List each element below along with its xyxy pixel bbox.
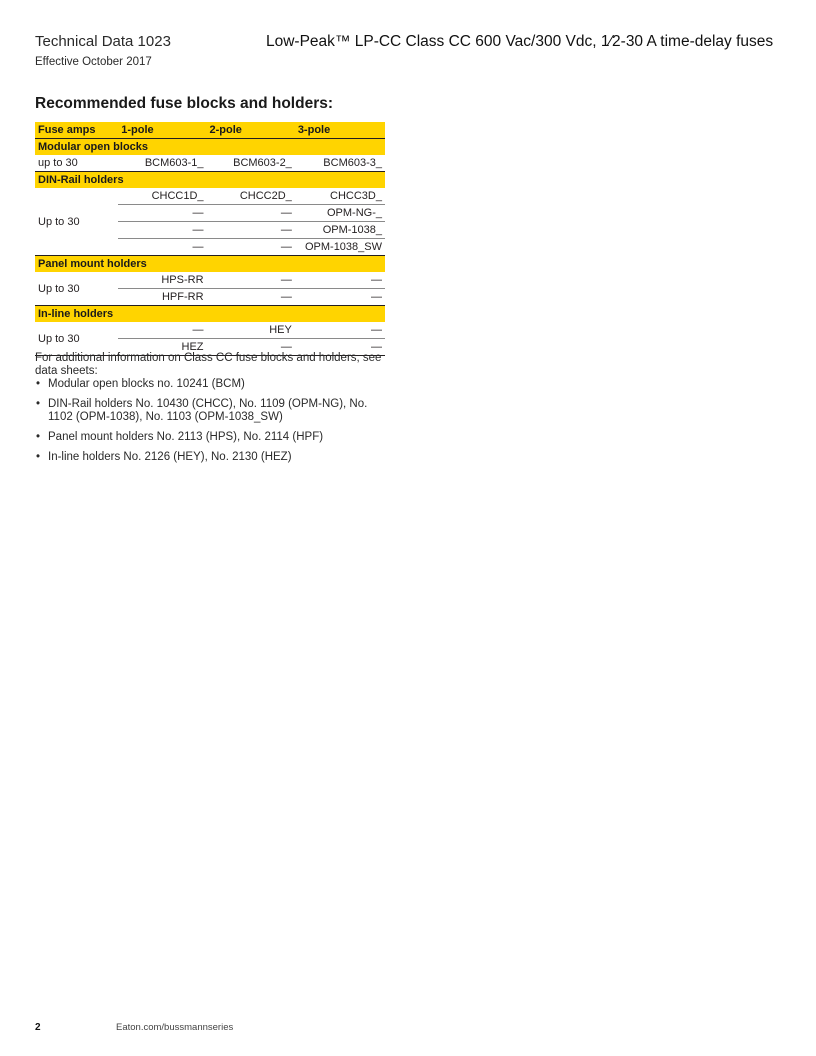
- list-item-text: In-line holders No. 2126 (HEY), No. 2130 (HEZ): [48, 451, 292, 463]
- table-cell: CHCC3D_: [295, 188, 385, 205]
- table-cell: BCM603-1_: [118, 155, 206, 172]
- doc-title: Technical Data 1023: [35, 33, 171, 50]
- amps-cell: Up to 30: [35, 322, 118, 356]
- bullet-icon: •: [36, 378, 41, 390]
- list-item: [35, 431, 391, 444]
- table-cell: —: [207, 289, 295, 306]
- table-cell: BCM603-2_: [207, 155, 295, 172]
- notes-intro: For additional information on Class CC fuse blocks and holders, see data sheets:: [35, 352, 382, 377]
- group-header-row: [35, 256, 385, 273]
- list-item: [35, 398, 391, 424]
- table-cell: HPF-RR: [118, 289, 206, 306]
- list-item: [35, 451, 391, 464]
- list-item: [35, 378, 391, 391]
- bullet-icon: •: [36, 431, 41, 443]
- section-heading: Recommended fuse blocks and holders:: [35, 95, 334, 112]
- table-cell: OPM-1038_: [295, 222, 385, 239]
- group-header-row: [35, 306, 385, 323]
- table-cell: —: [295, 289, 385, 306]
- table-row: [35, 155, 385, 172]
- table-row: [35, 322, 385, 339]
- group-title: Modular open blocks: [35, 139, 385, 156]
- amps-cell: Up to 30: [35, 272, 118, 306]
- table-cell: —: [295, 339, 385, 356]
- table-cell: —: [207, 205, 295, 222]
- product-title: Low-Peak™ LP-CC Class CC 600 Vac/300 Vdc, 1⁄2-30 A time-delay fuses: [266, 33, 774, 50]
- amps-cell: Up to 30: [35, 188, 118, 256]
- table-cell: HEY: [207, 322, 295, 339]
- table-cell: —: [207, 222, 295, 239]
- group-header-row: [35, 172, 385, 189]
- table-cell: —: [207, 339, 295, 356]
- table-cell: —: [118, 205, 206, 222]
- group-title: DIN-Rail holders: [35, 172, 385, 189]
- group-title: In-line holders: [35, 306, 385, 323]
- table-cell: HPS-RR: [118, 272, 206, 289]
- list-item-text: Panel mount holders No. 2113 (HPS), No. 2114 (HPF): [48, 431, 324, 443]
- column-header: 1-pole: [118, 122, 206, 139]
- datasheet-list: [35, 378, 391, 464]
- bullet-icon: •: [36, 398, 41, 410]
- table-cell: CHCC1D_: [118, 188, 206, 205]
- list-item-text: Modular open blocks no. 10241 (BCM): [48, 378, 245, 390]
- amps-cell: up to 30: [35, 155, 118, 172]
- table-cell: —: [295, 272, 385, 289]
- table-cell: —: [207, 272, 295, 289]
- column-header: 2-pole: [207, 122, 295, 139]
- table-cell: OPM-1038_SW: [295, 239, 385, 256]
- fuse-blocks-table: [35, 122, 385, 356]
- bullet-icon: •: [36, 451, 41, 463]
- notes-section: [35, 352, 391, 471]
- table-cell: —: [118, 239, 206, 256]
- table-cell: CHCC2D_: [207, 188, 295, 205]
- table-cell: —: [207, 239, 295, 256]
- table-row: [35, 188, 385, 205]
- table-cell: HEZ: [118, 339, 206, 356]
- effective-date: Effective October 2017: [35, 56, 152, 68]
- table-cell: —: [295, 322, 385, 339]
- table-cell: —: [118, 222, 206, 239]
- column-header: 3-pole: [295, 122, 385, 139]
- list-item-text: DIN-Rail holders No. 10430 (CHCC), No. 1109 (OPM-NG), No. 1102 (OPM-1038), No. 1103 (OPM-1038_SW): [48, 398, 368, 423]
- group-title: Panel mount holders: [35, 256, 385, 273]
- group-header-row: [35, 139, 385, 156]
- table-header-row: [35, 122, 385, 139]
- footer-url: Eaton.com/bussmannseries: [116, 1022, 234, 1033]
- table-cell: —: [118, 322, 206, 339]
- page-number: 2: [35, 1022, 41, 1033]
- table-cell: BCM603-3_: [295, 155, 385, 172]
- table-cell: OPM-NG-_: [295, 205, 385, 222]
- column-header: Fuse amps: [35, 122, 118, 139]
- table-row: [35, 272, 385, 289]
